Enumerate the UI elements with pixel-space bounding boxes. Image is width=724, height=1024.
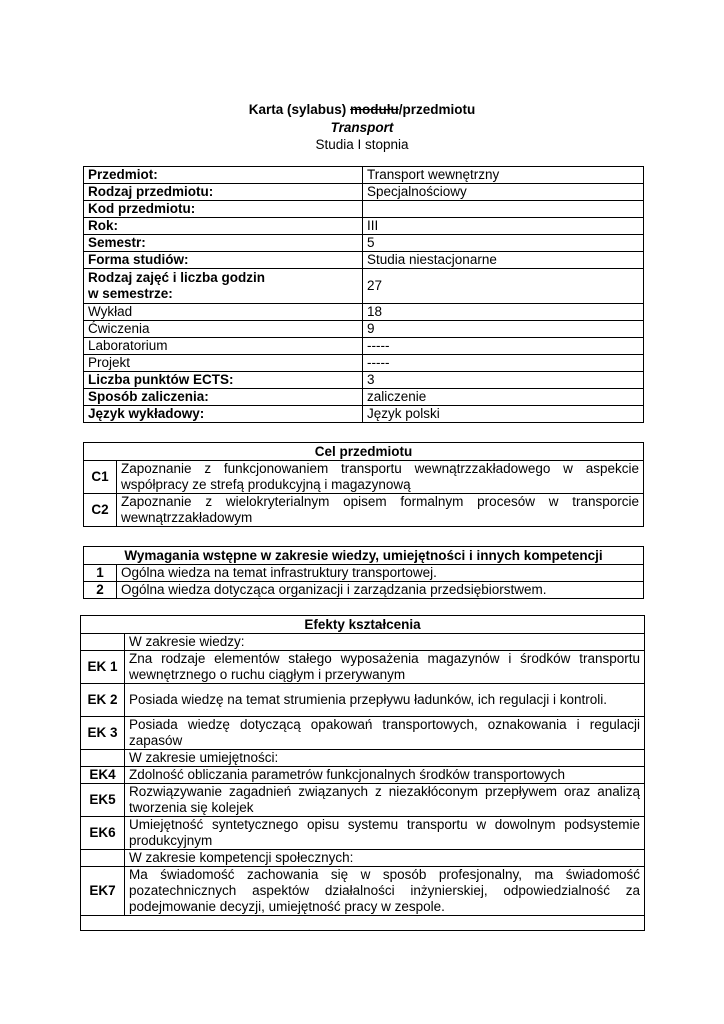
hours-count: 9 (363, 321, 644, 338)
info-value: Transport wewnętrzny (363, 167, 644, 184)
info-value: Specjalnościowy (363, 184, 644, 201)
outcome-row (81, 784, 645, 817)
goal-code: C1 (84, 461, 117, 494)
outcome-row (81, 867, 645, 916)
empty-row (81, 916, 645, 931)
info-row (84, 389, 644, 406)
hours-row (84, 338, 644, 355)
outcome-code: EK 2 (81, 684, 125, 717)
goals-title: Cel przedmiotu (84, 443, 644, 461)
info-row (84, 218, 644, 235)
prerequisites-title: Wymagania wstępne w zakresie wiedzy, umiejętności i innych kompetencji (84, 547, 644, 565)
info-label: Kod przedmiotu: (84, 201, 363, 218)
info-row (84, 184, 644, 201)
hours-row (84, 355, 644, 372)
hours-count: 18 (363, 304, 644, 321)
outcome-row (81, 651, 645, 684)
info-label: Forma studiów: (84, 252, 363, 269)
info-row (84, 372, 644, 389)
outcome-text: Zna rodzaje elementów stałego wyposażenia magazynów i środków transportu wewnętrznego o ruchu ciągłym i przerywanym (125, 651, 645, 684)
goal-row (84, 461, 644, 494)
prerequisite-text: Ogólna wiedza na temat infrastruktury transportowej. (117, 565, 644, 582)
course-info-table (83, 166, 644, 423)
prerequisite-num: 1 (84, 565, 117, 582)
hours-type: Projekt (84, 355, 363, 372)
document-title (0, 101, 724, 119)
info-label: Przedmiot: (84, 167, 363, 184)
skills-header: W zakresie umiejętności: (125, 750, 645, 767)
learning-outcomes-table (80, 615, 645, 931)
hours-type: Ćwiczenia (84, 321, 363, 338)
info-row (84, 235, 644, 252)
goal-text: Zapoznanie z wielokryterialnym opisem formalnym procesów w transporcie wewnątrzzakładowym (117, 494, 644, 527)
title-struck-word: modułu (350, 102, 399, 117)
outcome-text: Posiada wiedzę dotyczącą opakowań transportowych, oznakowania i regulacji zapasów (125, 717, 645, 750)
outcome-code: EK4 (81, 767, 125, 784)
hours-count: ----- (363, 355, 644, 372)
info-label: Semestr: (84, 235, 363, 252)
prerequisite-text: Ogólna wiedza dotycząca organizacji i zarządzania przedsiębiorstwem. (117, 582, 644, 599)
prerequisite-row (84, 565, 644, 582)
goal-text: Zapoznanie z funkcjonowaniem transportu wewnątrzzakładowego w aspekcie współpracy ze strefą produkcyjną i magazynową (117, 461, 644, 494)
info-row (84, 201, 644, 218)
info-value: 5 (363, 235, 644, 252)
subject-name: Transport (330, 120, 394, 135)
goal-code: C2 (84, 494, 117, 527)
hours-type: Wykład (84, 304, 363, 321)
outcome-row (81, 817, 645, 850)
title-suffix: /przedmiotu (398, 102, 476, 117)
outcome-text: Rozwiązywanie zagadnień związanych z niezakłóconym przepływem oraz analizą tworzenia się kolejek (125, 784, 645, 817)
info-row-hours (84, 269, 644, 304)
outcome-text: Zdolność obliczania parametrów funkcjonalnych środków transportowych (125, 767, 645, 784)
title-prefix: Karta (sylabus) (248, 102, 351, 117)
hours-row (84, 321, 644, 338)
hours-row (84, 304, 644, 321)
outcome-code: EK 3 (81, 717, 125, 750)
info-value: Studia niestacjonarne (363, 252, 644, 269)
info-label: Liczba punktów ECTS: (84, 372, 363, 389)
hours-total: 27 (363, 269, 644, 304)
outcome-code: EK 1 (81, 651, 125, 684)
goal-row (84, 494, 644, 527)
hours-label-line1: Rodzaj zajęć i liczba godzin (88, 270, 266, 285)
hours-label (84, 269, 363, 304)
info-row (84, 406, 644, 423)
info-label: Język wykładowy: (84, 406, 363, 423)
prerequisite-row (84, 582, 644, 599)
hours-count: ----- (363, 338, 644, 355)
prerequisite-num: 2 (84, 582, 117, 599)
info-value: Język polski (363, 406, 644, 423)
outcome-text: Posiada wiedzę na temat strumienia przepływu ładunków, ich regulacji i kontroli. (125, 684, 645, 717)
hours-label-line2: w semestrze: (88, 286, 173, 301)
outcome-text: Umiejętność syntetycznego opisu systemu transportu w dowolnym podsystemie produkcyjnym (125, 817, 645, 850)
info-value: 3 (363, 372, 644, 389)
info-row (84, 167, 644, 184)
info-value (363, 201, 644, 218)
outcome-code: EK6 (81, 817, 125, 850)
social-header: W zakresie kompetencji społecznych: (125, 850, 645, 867)
info-value: zaliczenie (363, 389, 644, 406)
course-goals-table (83, 442, 644, 527)
info-value: III (363, 218, 644, 235)
info-row (84, 252, 644, 269)
outcome-row (81, 717, 645, 750)
study-level: Studia I stopnia (315, 137, 409, 152)
outcome-row (81, 684, 645, 717)
info-label: Rodzaj przedmiotu: (84, 184, 363, 201)
hours-type: Laboratorium (84, 338, 363, 355)
outcome-code: EK7 (81, 867, 125, 916)
info-label: Sposób zaliczenia: (84, 389, 363, 406)
prerequisites-table (83, 546, 644, 599)
outcome-text: Ma świadomość zachowania się w sposób profesjonalny, ma świadomość pozatechnicznych aspektów działalności inżynierskiej, odpowiedzialność za podejmowanie decyzji, umiejętność pracy w zespole. (125, 867, 645, 916)
outcomes-title: Efekty kształcenia (81, 616, 645, 634)
outcome-row (81, 767, 645, 784)
info-label: Rok: (84, 218, 363, 235)
outcome-code: EK5 (81, 784, 125, 817)
knowledge-header: W zakresie wiedzy: (125, 634, 645, 651)
